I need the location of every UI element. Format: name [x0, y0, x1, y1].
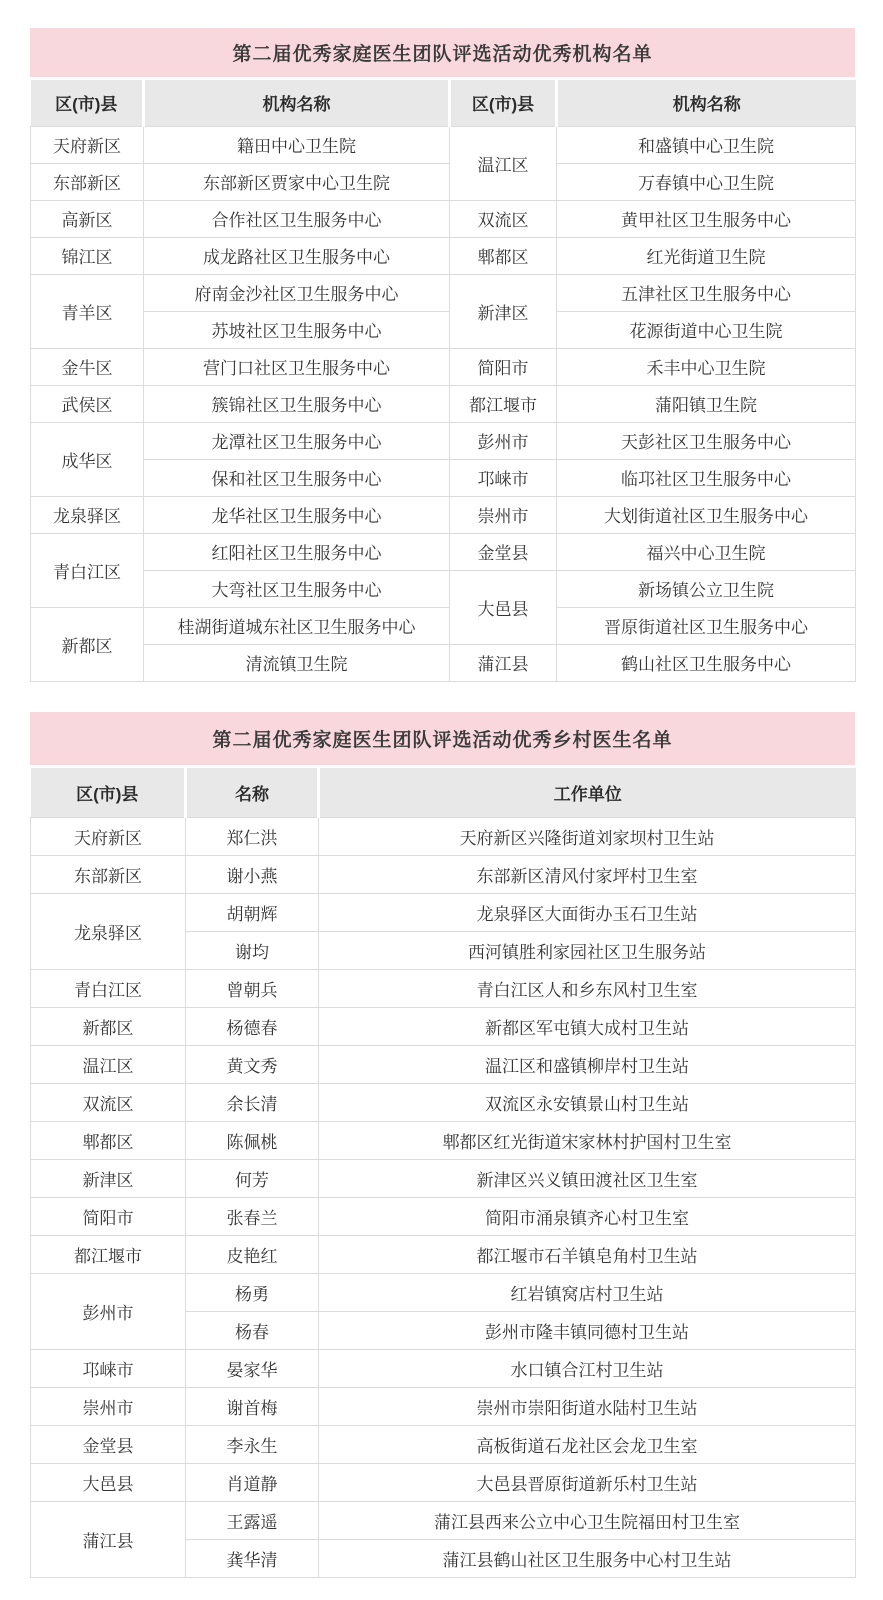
doctor-table-title: 第二届优秀家庭医生团队评选活动优秀乡村医生名单 — [30, 712, 855, 765]
table-cell: 青白江区 — [31, 970, 186, 1008]
table-cell: 金堂县 — [31, 1426, 186, 1464]
table-cell: 龙泉驿区 — [31, 496, 144, 533]
table-cell: 余长清 — [186, 1084, 319, 1122]
table-cell: 大邑县 — [31, 1464, 186, 1502]
table-row — [31, 1236, 856, 1274]
table-cell: 成华区 — [31, 422, 144, 496]
table-cell: 郫都区 — [31, 1122, 186, 1160]
table-cell: 锦江区 — [31, 237, 144, 274]
table-cell: 黄文秀 — [186, 1046, 319, 1084]
table-cell: 张春兰 — [186, 1198, 319, 1236]
doctor-table — [30, 768, 856, 1579]
table-cell: 新津区 — [450, 274, 557, 348]
table-cell: 郑仁洪 — [186, 818, 319, 856]
table-cell: 东部新区贾家中心卫生院 — [144, 163, 450, 200]
table-row — [31, 496, 856, 533]
column-header-org-right: 机构名称 — [557, 80, 856, 126]
table-cell: 何芳 — [186, 1160, 319, 1198]
table-cell: 胡朝辉 — [186, 894, 319, 932]
table-cell: 高新区 — [31, 200, 144, 237]
table-cell: 营门口社区卫生服务中心 — [144, 348, 450, 385]
table-row — [31, 126, 856, 163]
table-row — [31, 1160, 856, 1198]
table-cell: 金堂县 — [450, 533, 557, 570]
table-cell: 籍田中心卫生院 — [144, 126, 450, 163]
table-row — [31, 644, 856, 681]
table-cell: 蒲江县鹤山社区卫生服务中心村卫生站 — [319, 1540, 856, 1578]
table-cell: 东部新区 — [31, 163, 144, 200]
table-row — [31, 1274, 856, 1312]
table-cell: 温江区 — [450, 126, 557, 200]
table-cell: 谢首梅 — [186, 1388, 319, 1426]
table-cell: 武侯区 — [31, 385, 144, 422]
table-cell: 青白江区 — [31, 533, 144, 607]
table-cell: 五津社区卫生服务中心 — [557, 274, 856, 311]
table-row — [31, 274, 856, 311]
table-cell: 晋原街道社区卫生服务中心 — [557, 607, 856, 644]
table-cell: 福兴中心卫生院 — [557, 533, 856, 570]
table-row — [31, 385, 856, 422]
table-cell: 龙泉驿区 — [31, 894, 186, 970]
table-cell: 都江堰市 — [31, 1236, 186, 1274]
table-row — [31, 200, 856, 237]
table-cell: 禾丰中心卫生院 — [557, 348, 856, 385]
table-cell: 李永生 — [186, 1426, 319, 1464]
table-cell: 天府新区兴隆街道刘家坝村卫生站 — [319, 818, 856, 856]
table-cell: 花源街道中心卫生院 — [557, 311, 856, 348]
table-cell: 东部新区 — [31, 856, 186, 894]
table-row — [31, 422, 856, 459]
table-cell: 天彭社区卫生服务中心 — [557, 422, 856, 459]
table-row — [31, 1008, 856, 1046]
table-cell: 苏坡社区卫生服务中心 — [144, 311, 450, 348]
table-cell: 双流区永安镇景山村卫生站 — [319, 1084, 856, 1122]
institution-list-section — [30, 28, 855, 682]
table-cell: 青羊区 — [31, 274, 144, 348]
table-row — [31, 894, 856, 932]
table-cell: 红光街道卫生院 — [557, 237, 856, 274]
table-cell: 王露遥 — [186, 1502, 319, 1540]
table-cell: 新都区 — [31, 607, 144, 681]
table-cell: 温江区和盛镇柳岸村卫生站 — [319, 1046, 856, 1084]
table-row — [31, 1084, 856, 1122]
table-cell: 簇锦社区卫生服务中心 — [144, 385, 450, 422]
table-row — [31, 1464, 856, 1502]
table-cell: 天府新区 — [31, 818, 186, 856]
table-cell: 崇州市崇阳街道水陆村卫生站 — [319, 1388, 856, 1426]
table-cell: 红岩镇窝店村卫生站 — [319, 1274, 856, 1312]
table-cell: 府南金沙社区卫生服务中心 — [144, 274, 450, 311]
table-cell: 杨勇 — [186, 1274, 319, 1312]
table-cell: 龙泉驿区大面街办玉石卫生站 — [319, 894, 856, 932]
table-cell: 晏家华 — [186, 1350, 319, 1388]
column-header-district-right: 区(市)县 — [450, 80, 557, 126]
table-cell: 青白江区人和乡东风村卫生室 — [319, 970, 856, 1008]
table-cell: 谢均 — [186, 932, 319, 970]
table-cell: 新都区军屯镇大成村卫生站 — [319, 1008, 856, 1046]
column-header-district-left: 区(市)县 — [31, 80, 144, 126]
table-cell: 曾朝兵 — [186, 970, 319, 1008]
table-row — [31, 348, 856, 385]
table-cell: 临邛社区卫生服务中心 — [557, 459, 856, 496]
table-cell: 黄甲社区卫生服务中心 — [557, 200, 856, 237]
table-cell: 桂湖街道城东社区卫生服务中心 — [144, 607, 450, 644]
table-cell: 彭州市 — [31, 1274, 186, 1350]
table-row — [31, 1198, 856, 1236]
doctor-list-section — [30, 712, 855, 1579]
table-cell: 大邑县 — [450, 570, 557, 644]
table-cell: 双流区 — [450, 200, 557, 237]
table-cell: 龙华社区卫生服务中心 — [144, 496, 450, 533]
table-row — [31, 1046, 856, 1084]
table-cell: 谢小燕 — [186, 856, 319, 894]
table-cell: 皮艳红 — [186, 1236, 319, 1274]
table-cell: 大弯社区卫生服务中心 — [144, 570, 450, 607]
institution-table — [30, 80, 856, 682]
table-cell: 简阳市涌泉镇齐心村卫生室 — [319, 1198, 856, 1236]
doctor-header-row — [31, 768, 856, 818]
table-cell: 天府新区 — [31, 126, 144, 163]
table-cell: 保和社区卫生服务中心 — [144, 459, 450, 496]
table-cell: 大划街道社区卫生服务中心 — [557, 496, 856, 533]
table-row — [31, 856, 856, 894]
institution-table-title: 第二届优秀家庭医生团队评选活动优秀机构名单 — [30, 28, 855, 77]
table-cell: 合作社区卫生服务中心 — [144, 200, 450, 237]
column-header-org-left: 机构名称 — [144, 80, 450, 126]
table-cell: 双流区 — [31, 1084, 186, 1122]
table-cell: 新津区 — [31, 1160, 186, 1198]
table-cell: 蒲江县 — [31, 1502, 186, 1578]
column-header-name: 名称 — [186, 768, 319, 818]
table-cell: 龙潭社区卫生服务中心 — [144, 422, 450, 459]
table-cell: 成龙路社区卫生服务中心 — [144, 237, 450, 274]
table-cell: 水口镇合江村卫生站 — [319, 1350, 856, 1388]
table-cell: 东部新区清风付家坪村卫生室 — [319, 856, 856, 894]
table-row — [31, 570, 856, 607]
table-cell: 陈佩桃 — [186, 1122, 319, 1160]
table-cell: 蒲江县 — [450, 644, 557, 681]
table-row — [31, 533, 856, 570]
table-cell: 崇州市 — [450, 496, 557, 533]
table-row — [31, 1502, 856, 1540]
table-cell: 新都区 — [31, 1008, 186, 1046]
table-cell: 清流镇卫生院 — [144, 644, 450, 681]
table-cell: 蒲江县西来公立中心卫生院福田村卫生室 — [319, 1502, 856, 1540]
table-cell: 鹤山社区卫生服务中心 — [557, 644, 856, 681]
institution-header-row — [31, 80, 856, 126]
table-row — [31, 607, 856, 644]
table-cell: 邛崃市 — [450, 459, 557, 496]
table-cell: 蒲阳镇卫生院 — [557, 385, 856, 422]
table-cell: 崇州市 — [31, 1388, 186, 1426]
table-cell: 万春镇中心卫生院 — [557, 163, 856, 200]
table-row — [31, 970, 856, 1008]
table-row — [31, 237, 856, 274]
table-row — [31, 459, 856, 496]
table-row — [31, 818, 856, 856]
table-cell: 郫都区红光街道宋家林村护国村卫生室 — [319, 1122, 856, 1160]
table-cell: 金牛区 — [31, 348, 144, 385]
table-cell: 新津区兴义镇田渡社区卫生室 — [319, 1160, 856, 1198]
table-cell: 彭州市 — [450, 422, 557, 459]
table-cell: 大邑县晋原街道新乐村卫生站 — [319, 1464, 856, 1502]
table-cell: 都江堰市 — [450, 385, 557, 422]
table-cell: 杨春 — [186, 1312, 319, 1350]
table-cell: 高板街道石龙社区会龙卫生室 — [319, 1426, 856, 1464]
table-row — [31, 163, 856, 200]
table-cell: 简阳市 — [450, 348, 557, 385]
column-header-district: 区(市)县 — [31, 768, 186, 818]
table-cell: 邛崃市 — [31, 1350, 186, 1388]
table-cell: 彭州市隆丰镇同德村卫生站 — [319, 1312, 856, 1350]
table-cell: 简阳市 — [31, 1198, 186, 1236]
table-cell: 红阳社区卫生服务中心 — [144, 533, 450, 570]
column-header-workunit: 工作单位 — [319, 768, 856, 818]
table-cell: 肖道静 — [186, 1464, 319, 1502]
table-row — [31, 1388, 856, 1426]
table-row — [31, 1426, 856, 1464]
table-cell: 新场镇公立卫生院 — [557, 570, 856, 607]
table-cell: 和盛镇中心卫生院 — [557, 126, 856, 163]
table-cell: 西河镇胜利家园社区卫生服务站 — [319, 932, 856, 970]
table-cell: 都江堰市石羊镇皂角村卫生站 — [319, 1236, 856, 1274]
table-row — [31, 311, 856, 348]
table-cell: 龚华清 — [186, 1540, 319, 1578]
table-cell: 温江区 — [31, 1046, 186, 1084]
table-cell: 杨德春 — [186, 1008, 319, 1046]
table-row — [31, 1122, 856, 1160]
table-cell: 郫都区 — [450, 237, 557, 274]
table-row — [31, 1350, 856, 1388]
